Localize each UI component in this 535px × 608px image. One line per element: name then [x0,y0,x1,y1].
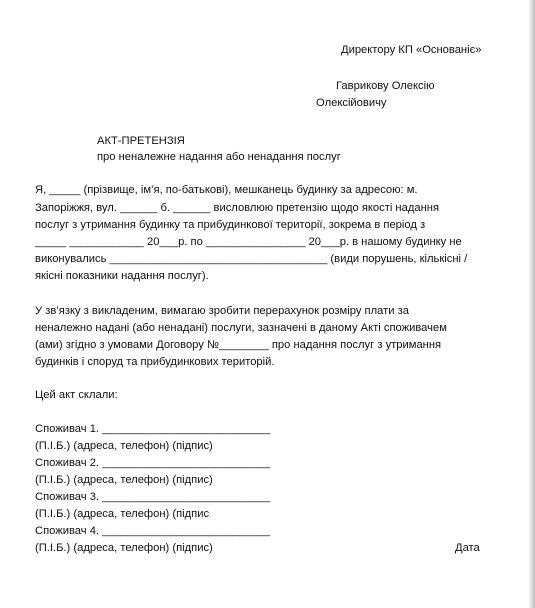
paragraph-2-line-1: У зв’язку з викладеним, вимагаю зробити перерахунок розміру плати за [35,305,409,317]
date-label: Дата [455,542,480,554]
signature-row-1: Споживач 1. ___________________________ [35,423,271,435]
signature-row-5: Споживач 3. ___________________________ [35,491,271,503]
signature-row-6: (П.І.Б.) (адреса, телефон) (підпис [35,508,210,520]
paragraph-2-line-2: неналежно надані (або ненадані) послуги, зазначені в даному Акті споживачем [35,322,447,334]
page-edge-shadow [528,0,535,608]
paragraph-1-line-4: _____ ____________ 20___р. по ________________ 20___р. в нашому будинку не [35,236,462,248]
paragraph-1-line-5: виконувались ___________________________________ (види порушень, кількісні / [35,253,468,265]
addressee-line-3: Олексійовичу [316,97,387,109]
addressee-line-2: Гаврикову Олексію [336,80,435,92]
addressee-line-1: Директору КП «Основаніє» [341,44,482,56]
signature-row-7: Споживач 4. ___________________________ [35,525,271,537]
paragraph-1-line-2: Запоріжжя, вул. ______ б. ______ висловлюю претензію щодо якості надання [35,202,439,214]
document-subtitle: про неналежне надання або ненадання послуг [97,151,341,163]
paragraph-1-line-6: якісні показники надання послуг). [35,270,209,282]
signature-row-2: (П.І.Б.) (адреса, телефон) (підпис) [35,440,213,452]
signature-row-4: (П.І.Б.) (адреса, телефон) (підпис) [35,474,213,486]
signature-row-8: (П.І.Б.) (адреса, телефон) (підпис) [35,542,213,554]
paragraph-1-line-3: послуг з утримання будинку та прибудинкової території, зокрема в період з [35,219,426,231]
signatures-heading: Цей акт склали: [35,389,118,401]
paragraph-2-line-3: (ами) згідно з умовами Договору №________ про надання послуг з утримання [35,339,442,351]
paragraph-2-line-4: будинків і споруд та прибудинкових територій. [35,356,275,368]
paragraph-1-line-1: Я, _____ (прізвище, ім’я, по-батькові), мешканець будинку за адресою: м. [35,184,418,196]
document-title: АКТ-ПРЕТЕНЗІЯ [97,135,185,147]
signature-row-3: Споживач 2. ___________________________ [35,457,271,469]
